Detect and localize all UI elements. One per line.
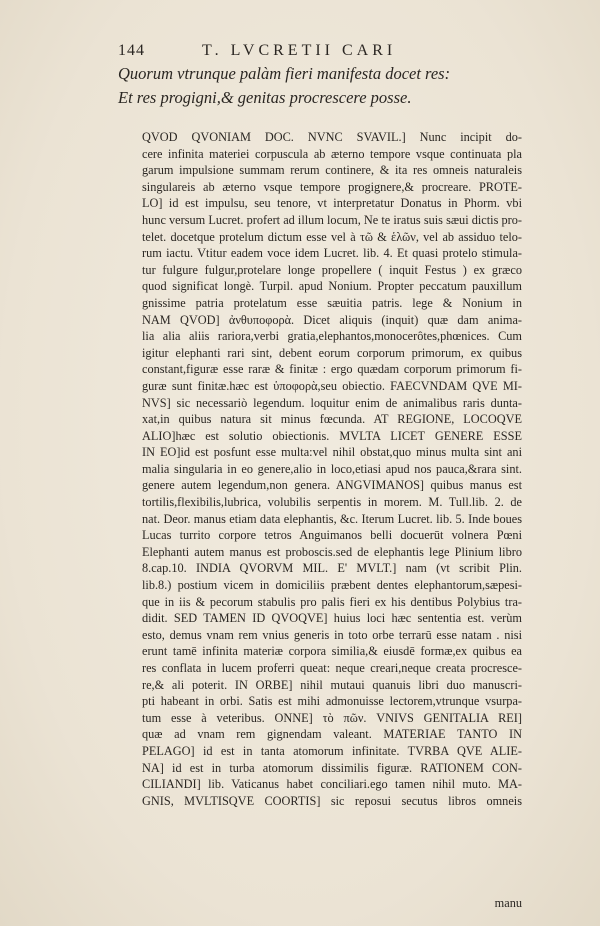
commentary-line: NA] id est in turba atomorum dissimilis figuræ. RATIONEM CON-: [142, 760, 522, 775]
commentary-line: genere autem legendum,non genera. ANGVIMANOS] quibus manus est: [142, 478, 522, 493]
commentary-line: igitur elephanti rari sint, debent eorum corporum primorum, ex quibus: [142, 345, 522, 360]
commentary-line: CILIANDI] lib. Vaticanus habet conciliari.ego tamen nihil muto. MA-: [142, 777, 522, 792]
commentary-line: malia singularia in eo genere,alio in loco,etiasi apud nos pauca,&rara sint.: [142, 461, 522, 476]
commentary-line: 8.cap.10. INDIA QVORVM MIL. E' MVLT.] nam (vt scribit Plin.: [142, 561, 522, 576]
commentary-line: singulareis ab æterno vsque tempore progignere,& procreare. PROTE-: [142, 179, 522, 194]
commentary-line: IN EO]id est posfunt esse multa:vel nihil obstat,quo minus multa sint ani: [142, 445, 522, 460]
commentary-line: PELAGO] id est in tanta atomorum infinitate. TVRBA QVE ALIE-: [142, 743, 522, 758]
catchword: manu: [494, 896, 522, 910]
commentary-line: telet. docetque protelum dictum esse vel à τῶ & ἑλῶν, vel ab assiduo telo-: [142, 229, 522, 244]
commentary-line: Elephanti autem manus est proboscis.sed de elephantis lege Plinium libro: [142, 544, 522, 559]
commentary-line: quod significat longè. Turpil. apud Nonium. Propter peccatum pauxillum: [142, 279, 522, 294]
commentary-line: didit. SED TAMEN ID QVOQVE] huius loci hæc sententia est. verùm: [142, 611, 522, 626]
commentary-line: que in iis & pecorum stabulis pro palis fieri ex his dentibus Polybius tra-: [142, 594, 522, 609]
commentary-line: re,& ali poterit. IN ORBE] nihil mutaui quanuis libri duo manuscri-: [142, 677, 522, 692]
commentary-line: gnissime patria protelatum esse sæuitia patris. lege & Nonium in: [142, 295, 522, 310]
commentary-line: nat. Deor. manus etiam data elephantis, &c. Iterum Lucret. lib. 5. Inde boues: [142, 511, 522, 526]
commentary-line: NVS] sic necessariò legendum. loquitur enim de animalibus raris dunta-: [142, 395, 522, 410]
commentary-line: hunc versum Lucret. profert ad illum locum, Ne te iratus suis sæui dictis pro-: [142, 212, 522, 227]
commentary-line: ALIO]hæc est solutio obiectionis. MVLTA LICET GENERE ESSE: [142, 428, 522, 443]
verse-line: Et res progigni,& genitas procrescere posse.: [118, 88, 412, 107]
commentary-line: tur fulgure fulgur,protelare longe propellere ( inquit Festus ) ex græco: [142, 262, 522, 277]
commentary-line: quæ ad vnam rem gignendam valeant. MATERIAE TANTO IN: [142, 727, 522, 742]
commentary-line: xat,in quibus natura sit minus fœcunda. AT REGIONE, LOCOQVE: [142, 412, 522, 427]
verse-line: Quorum vtrunque palàm fieri manifesta docet res:: [118, 64, 451, 83]
commentary-line: QVOD QVONIAM DOC. NVNC SVAVIL.] Nunc incipit do-: [142, 130, 522, 144]
running-title: T. LVCRETII CARI: [202, 42, 397, 59]
commentary-line: erunt tamē infinita materiæ corpora similia,& eiusdē formæ,ex quibus ea: [142, 644, 522, 659]
page-number: 144: [118, 42, 145, 59]
commentary-line: LO] id est impulsu, seu tenore, vt interpretatur Donatus in Phorm. vbi: [142, 196, 522, 211]
commentary-line: guræ sunt finitæ.hæc est ὑποφορὰ,seu obiectio. FAECVNDAM QVE MI-: [142, 378, 522, 393]
commentary-line: constant,figuræ esse raræ & finitæ : ergo quædam corporum primorum fi-: [142, 362, 522, 377]
commentary-line: Lucas turrito corpore tetros Anguimanos belli docuerūt volnera Pœni: [142, 528, 522, 543]
commentary-line: lib.8.) postium vicem in domiciliis præbent dentes elephantorum,sæpesi-: [142, 578, 522, 593]
commentary-line: GNIS, MVLTISQVE COORTIS] sic reposui secutus libros omneis: [142, 793, 522, 808]
commentary-line: pti habeant in orbi. Satis est mihi admonuisse lectorem,vtrunque vsurpa-: [142, 694, 522, 709]
commentary-line: esto, demus vnam rem vnius generis in toto orbe terrarū esse natam . nisi: [142, 627, 522, 642]
commentary-line: rum iactu. Vtitur eadem voce idem Lucret. lib. 4. Et quasi protelo stimula-: [142, 246, 522, 261]
commentary-line: cere infinita materiei corpuscula ab æterno tempore vsque continuata pla: [142, 146, 522, 161]
commentary-line: tum esse à veteribus. ONNE] τὸ πῶν. VNIVS GENITALIA REI]: [142, 710, 522, 725]
commentary-line: lia alia aliis rariora,verbi gratia,elephantos,monocerôtes,phœnices. Cum: [142, 329, 522, 344]
commentary-line: tortilis,flexibilis,lubrica, volubilis serpentis in morem. M. Tull.lib. 2. de: [142, 495, 522, 510]
commentary-line: garum impulsione summam rerum continere, & ita res omneis naturaleis: [142, 163, 522, 178]
commentary-line: res conflata in lucem proferri queat: neque creari,neque creata procresce-: [142, 661, 522, 675]
commentary-text: [142, 129, 522, 809]
commentary-line: NAM QVOD] ἀνθυποφορὰ. Dicet aliquis (inquit) quæ dam anima-: [142, 312, 522, 327]
